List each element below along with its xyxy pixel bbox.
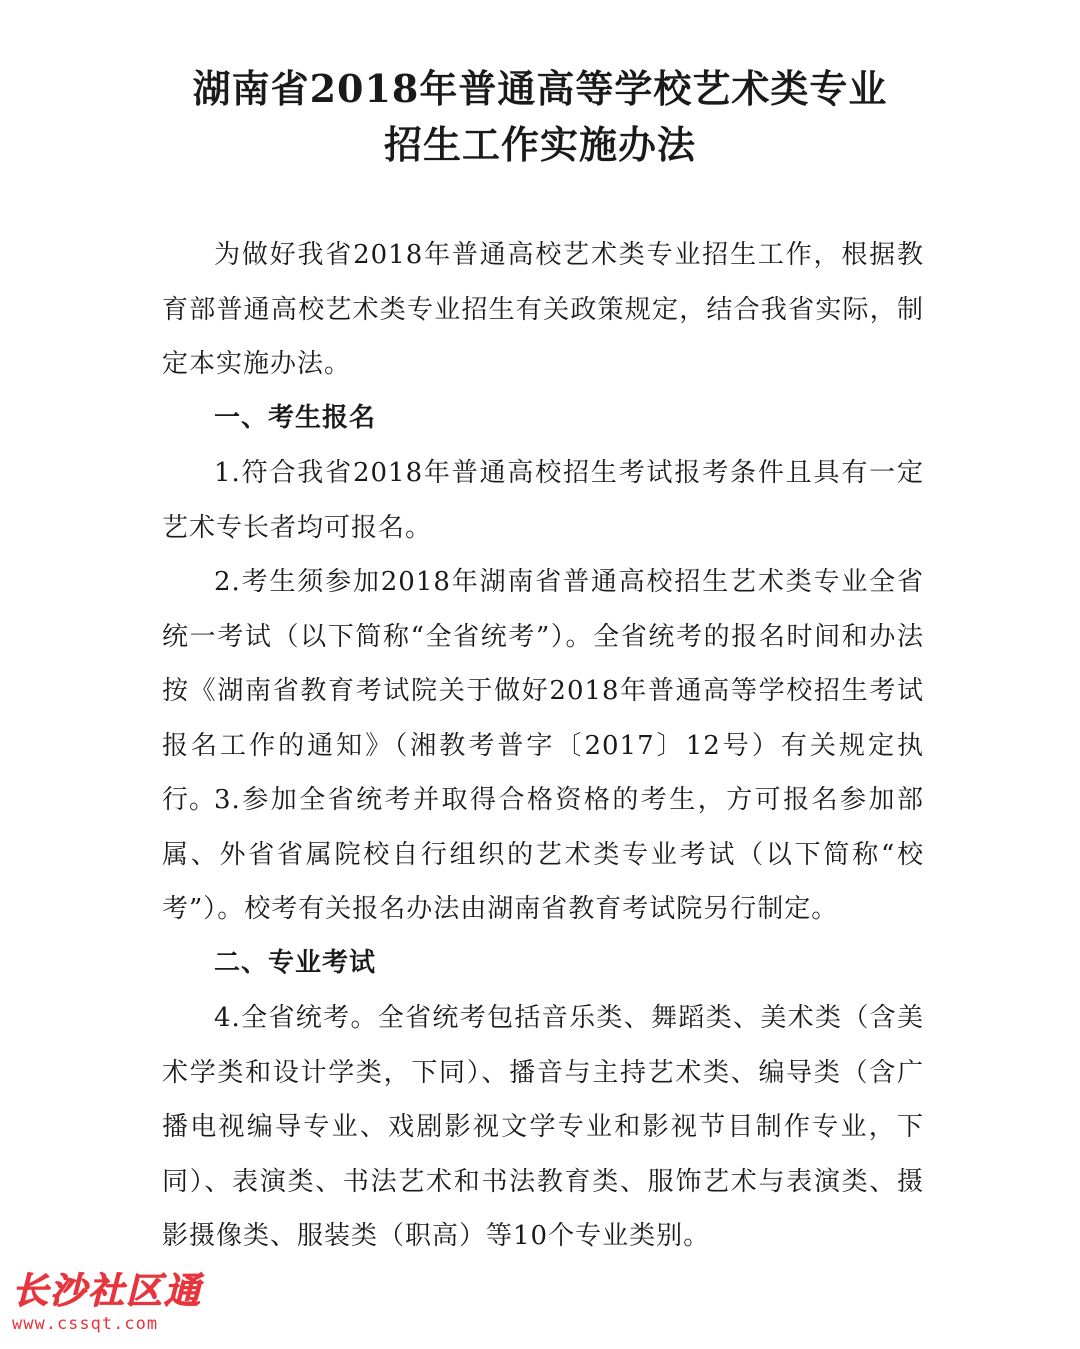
watermark-logo: 长沙社区通 <box>12 1271 203 1312</box>
paragraph-item-3: 3.参加全省统考并取得合格资格的考生，方可报名参加部属、外省省属院校自行组织的艺术类专业考试（以下简称“校考”）。校考有关报名办法由湖南省教育考试院另行制定。 <box>162 785 924 924</box>
document-title-line-1: 湖南省2018年普通高等学校艺术类专业 <box>192 66 888 111</box>
paragraph-item-2: 2.考生须参加2018年湖南省普通高校招生艺术类专业全省统一考试（以下简称“全省统考”）。全省统考的报名时间和办法按《湖南省教育考试院关于做好2018年普通高等学校招生考试报名工作的通知》（湘教考普字〔2017〕12号）有关规定执行。 <box>162 567 924 815</box>
section-heading-registration: 一、考生报名 <box>214 403 377 433</box>
section-heading-exam: 二、专业考试 <box>214 948 377 978</box>
paragraph-item-1: 1.符合我省2018年普通高校招生考试报考条件且具有一定艺术专长者均可报名。 <box>162 458 924 543</box>
paragraph-item-4: 4.全省统考。全省统考包括音乐类、舞蹈类、美术类（含美术学类和设计学类，下同）、播音与主持艺术类、编导类（含广播电视编导专业、戏剧影视文学专业和影视节目制作专业，下同）、表演类、书法艺术和书法教育类、服饰艺术与表演类、摄影摄像类、服装类（职高）等10个专业类别。 <box>162 1003 924 1251</box>
watermark <box>12 1270 202 1334</box>
watermark-url: www.cssqt.com <box>12 1314 159 1334</box>
document-title-line-2: 招生工作实施办法 <box>383 122 696 167</box>
intro-paragraph: 为做好我省2018年普通高校艺术类专业招生工作，根据教育部普通高校艺术类专业招生有关政策规定，结合我省实际，制定本实施办法。 <box>162 240 924 379</box>
